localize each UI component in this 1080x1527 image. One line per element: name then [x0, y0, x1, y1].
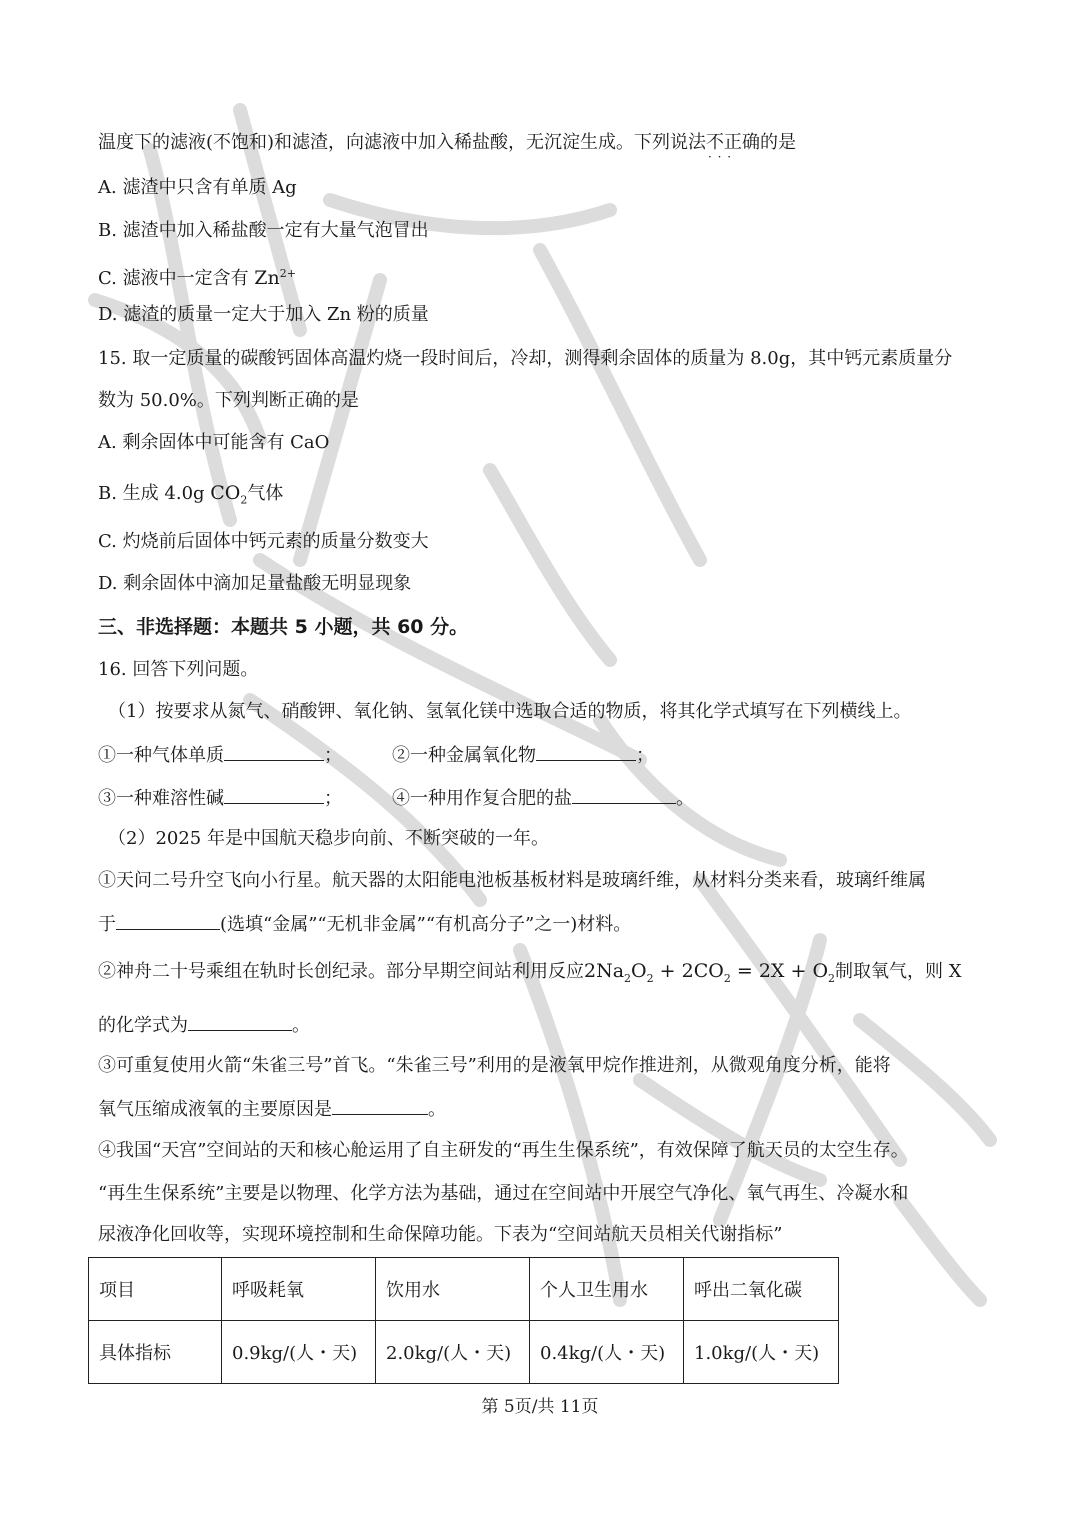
table-cell: 0.4kg/(人・天) — [530, 1321, 684, 1384]
q14-stem-end: 的是 — [760, 132, 797, 153]
table-cell: 具体指标 — [89, 1321, 222, 1384]
separator: 。 — [292, 1015, 310, 1036]
q16-sub1-line2 — [98, 911, 631, 938]
table-row — [89, 1321, 839, 1384]
table-cell: 呼出二氧化碳 — [684, 1258, 839, 1321]
q16-item2 — [392, 742, 654, 769]
answer-blank[interactable] — [224, 785, 324, 804]
table-header-row — [89, 1258, 839, 1321]
q16-sub2-line1 — [98, 958, 962, 992]
q15-option-a: A. 剩余固体中可能含有 CaO — [98, 432, 330, 453]
table-cell: 个人卫生用水 — [530, 1258, 684, 1321]
separator: 。 — [676, 788, 694, 809]
q16-sub4-line3: 尿液净化回收等，实现环境控制和生命保障功能。下表为“空间站航天员相关代谢指标” — [98, 1224, 783, 1245]
table-cell: 呼吸耗氧 — [222, 1258, 376, 1321]
co2-subscript: 2 — [240, 493, 248, 507]
q16-sub2-suffix: 制取氧气，则 X — [835, 961, 962, 982]
q16-item1 — [98, 742, 342, 769]
q16-item4 — [392, 785, 694, 812]
table-cell: 项目 — [89, 1258, 222, 1321]
table-cell: 1.0kg/(人・天) — [684, 1321, 839, 1384]
q16-sub2-prefix: ②神舟二十号乘组在轨时长创纪录。部分早期空间站利用反应 — [98, 961, 584, 982]
q14-stem-text: 温度下的滤液(不饱和)和滤渣，向滤液中加入稀盐酸，无沉淀生成。下列说法 — [98, 132, 707, 153]
q16-sub3-line2-prefix: 氧气压缩成液氧的主要原因是 — [98, 1099, 332, 1120]
q14-stem-emphasis: 不正确 · · · — [706, 130, 760, 156]
table-cell: 饮用水 — [376, 1258, 530, 1321]
separator: ； — [636, 745, 654, 766]
q16-sub3-line2 — [98, 1096, 446, 1123]
separator: 。 — [428, 1099, 446, 1120]
q16-sub1-prefix: 于 — [98, 914, 116, 935]
q15-stem-line2: 数为 50.0%。下列判断正确的是 — [98, 390, 359, 411]
q14-option-c — [98, 261, 296, 292]
page-footer: 第 5页/共 11页 — [481, 1397, 599, 1417]
q16-title: 16. 回答下列问题。 — [98, 659, 259, 680]
answer-blank[interactable] — [188, 1012, 292, 1031]
q14-option-d: D. 滤渣的质量一定大于加入 Zn 粉的质量 — [98, 304, 429, 325]
q16-sub1-suffix: (选填“金属”“无机非金属”“有机高分子”之一)材料。 — [220, 914, 632, 935]
answer-blank[interactable] — [224, 742, 324, 761]
table-cell: 2.0kg/(人・天) — [376, 1321, 530, 1384]
answer-blank[interactable] — [332, 1096, 428, 1115]
q16-item3 — [98, 785, 342, 812]
q14-option-a: A. 滤渣中只含有单质 Ag — [98, 177, 297, 198]
q15-option-b-text: B. 生成 4.0g — [98, 483, 211, 504]
answer-blank[interactable] — [572, 785, 676, 804]
q15-option-d: D. 剩余固体中滴加足量盐酸无明显现象 — [98, 573, 412, 594]
reaction-equation: $2Na_2O_2 + 2CO_2 = 2X + O_2$ — [584, 960, 836, 985]
q14-option-b: B. 滤渣中加入稀盐酸一定有大量气泡冒出 — [98, 220, 429, 241]
q16-sub4-line1: ④我国“天宫”空间站的天和核心舱运用了自主研发的“再生生保系统”，有效保障了航天员的太空生存。 — [98, 1140, 909, 1161]
q16-sub4-line2: “再生生保系统”主要是以物理、化学方法为基础，通过在空间站中开展空气净化、氧气再生、冷凝水和 — [98, 1183, 909, 1204]
q16-item1-label: ①一种气体单质 — [98, 745, 224, 766]
answer-blank[interactable] — [536, 742, 636, 761]
q15-option-b — [98, 480, 283, 514]
q16-sub2-line2 — [98, 1012, 310, 1039]
zinc-ion-symbol: Zn — [254, 267, 280, 289]
q15-option-b-suffix: 气体 — [247, 483, 284, 504]
q16-part2: （2）2025 年是中国航天稳步向前、不断突破的一年。 — [108, 828, 549, 849]
table-cell: 0.9kg/(人・天) — [222, 1321, 376, 1384]
q16-item3-label: ③一种难溶性碱 — [98, 788, 224, 809]
q16-sub1-line1: ①天问二号升空飞向小行星。航天器的太阳能电池板基板材料是玻璃纤维，从材料分类来看，玻璃纤维属 — [98, 870, 926, 891]
q16-sub3-line1: ③可重复使用火箭“朱雀三号”首飞。“朱雀三号”利用的是液氧甲烷作推进剂，从微观角度分析，能将 — [98, 1055, 891, 1076]
co2-formula: CO — [210, 482, 241, 504]
q15-stem-line1: 15. 取一定质量的碳酸钙固体高温灼烧一段时间后，冷却，测得剩余固体的质量为 8.0g，其中钙元素质量分 — [98, 348, 953, 369]
q15-option-c: C. 灼烧前后固体中钙元素的质量分数变大 — [98, 531, 429, 552]
metabolism-table — [88, 1257, 839, 1384]
separator: ； — [324, 745, 342, 766]
q16-sub2-line2-prefix: 的化学式为 — [98, 1015, 188, 1036]
q14-option-c-text: C. 滤液中一定含有 — [98, 268, 255, 289]
zinc-ion-charge: 2+ — [279, 267, 296, 280]
q14-stem — [98, 130, 796, 156]
answer-blank[interactable] — [116, 911, 220, 930]
q16-part1: （1）按要求从氮气、硝酸钾、氧化钠、氢氧化镁中选取合适的物质，将其化学式填写在下列横线上。 — [108, 701, 912, 722]
separator: ； — [324, 788, 342, 809]
q16-item2-label: ②一种金属氧化物 — [392, 745, 536, 766]
section-heading: 三、非选择题：本题共 5 小题，共 60 分。 — [98, 616, 469, 638]
q16-item4-label: ④一种用作复合肥的盐 — [392, 788, 572, 809]
